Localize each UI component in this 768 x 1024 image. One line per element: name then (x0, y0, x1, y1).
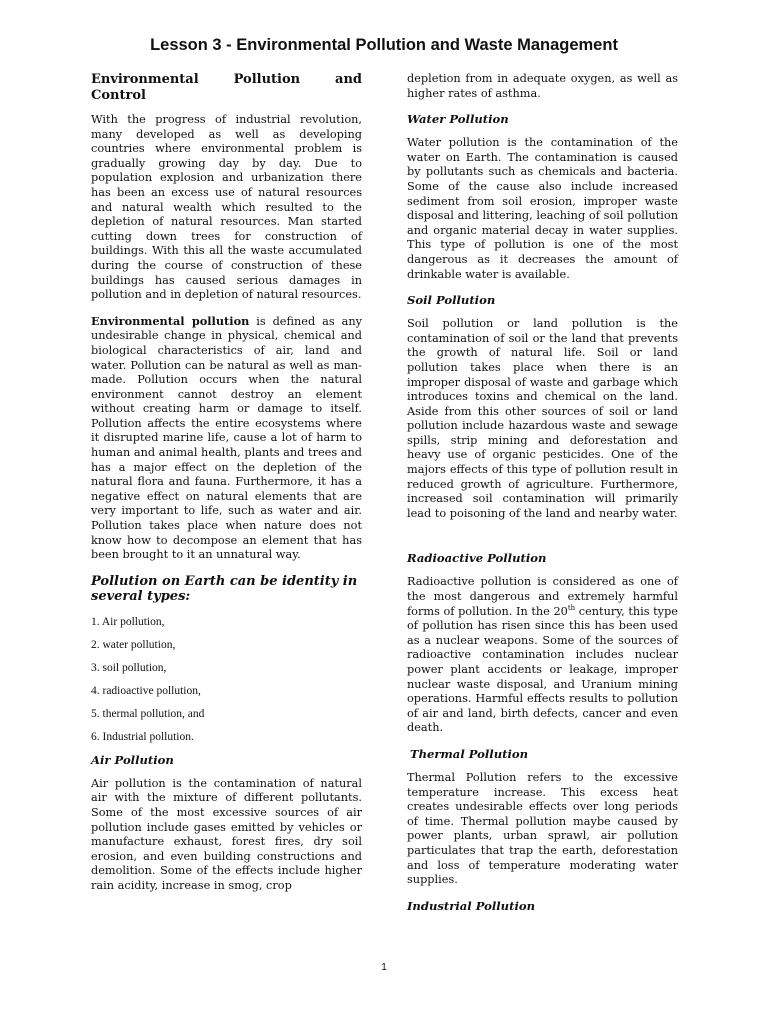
air-pollution-paragraph: Air pollution is the contamination of natural air with the mixture of different pollutants. Some of the most excessive sources of air pollution include gases emitted by vehicles or manufacture exhaust, forest fires, dry soil erosion, and even building constructions and demolition. Some of the effects include higher rain acidity, increase in smog, crop (91, 776, 362, 892)
right-column (407, 72, 678, 923)
list-item: 1. Air pollution, (91, 615, 165, 628)
water-pollution-paragraph: Water pollution is the contamination of the water on Earth. The contamination is caused by pollutants such as chemicals and bacteria. Some of the cause also include increased sediment from soil erosion, improper waste disposal and littering, leaching of soil pollution and organic material decay in water supplies. This type of pollution is one of the most dangerous as it decreases the amount of drinkable water is available. (407, 136, 678, 281)
ordinal-suffix: th (567, 603, 576, 612)
heading-line-2: Control (91, 87, 146, 103)
definition-term: Environmental pollution (91, 313, 250, 328)
list-item: 6. Industrial pollution. (91, 730, 194, 743)
list-item: 4. radioactive pollution, (91, 684, 201, 697)
industrial-pollution-heading: Industrial Pollution (407, 898, 536, 913)
pollution-types-list (91, 615, 362, 744)
radioactive-text-start: Radioactive pollution is considered as one of the most dangerous and extremely harmful forms of pollution. In the 20 (407, 575, 678, 618)
intro-paragraph: With the progress of industrial revolution, many developed as well as developing countries where environmental problem is gradually growing day by day. Due to population explosion and urbanization there has been an excess use of natural resources and natural wealth which resulted to the depletion of natural resources. Man started cutting down trees for construction of buildings. With this all the waste accumulated during the course of construction of these buildings has caused serious damages in pollution and in depletion of natural resources. (91, 113, 362, 302)
thermal-pollution-paragraph: Thermal Pollution refers to the excessive temperature increase. This excess heat creates undesirable effects over long periods of time. Thermal pollution maybe caused by power plants, urban sprawl, air pollution particulates that trap the earth, deforestation and loss of temperature moderating water supplies. (407, 770, 678, 887)
definition-paragraph (91, 314, 362, 563)
list-item: 2. water pollution, (91, 638, 176, 651)
air-pollution-continued: depletion from in adequate oxygen, as well as higher rates of asthma. (407, 72, 678, 100)
thermal-pollution-heading: Thermal Pollution (410, 746, 529, 761)
left-column (91, 72, 362, 894)
list-item: 5. thermal pollution, and (91, 707, 205, 720)
radioactive-pollution-paragraph (407, 575, 678, 736)
radioactive-pollution-heading: Radioactive Pollution (407, 551, 547, 566)
list-item: 3. soil pollution, (91, 661, 167, 674)
radioactive-text-end: century, this type of pollution has risen since this has been used as a nuclear weapons. Some of the sources of radioactive contamination includes nuclear power plant accidents or leakage, improper nuclear waste disposal, and Uranium mining operations. Harmful effects results to pollution of air and land, birth defects, cancer and even death. (407, 604, 678, 735)
types-heading: Pollution on Earth can be identity in several types: (91, 573, 358, 605)
definition-text: is defined as any undesirable change in physical, chemical and biological characteristics of air, land and water. Pollution can be natural as well as man-made. Pollution occurs when the natural environment cannot destroy an element without creating harm or damage to itself. Pollution affects the entire ecosystems where it disrupted marine life, cause a lot of harm to human and animal health, plants and trees and has a major effect on the depletion of the natural flora and fauna. Furthermore, it has a negative effect on natural elements that are very important to life, such as water and air. Pollution takes place when nature does not know how to decompose an element that has been brought to it an unnatural way. (91, 314, 362, 562)
page-title: Lesson 3 - Environmental Pollution and Waste Management (150, 36, 618, 54)
page-number: 1 (381, 962, 387, 973)
soil-pollution-heading: Soil Pollution (407, 293, 496, 308)
air-pollution-heading: Air Pollution (91, 752, 174, 767)
heading-line-1: Environmental Pollution and (91, 72, 362, 87)
soil-pollution-paragraph: Soil pollution or land pollution is the contamination of soil or the land that prevents the growth of natural life. Soil or land pollution takes place when there is an improper disposal of waste and garbage which introduces toxins and chemical on the land. Aside from this other sources of soil or land pollution include hazardous waste and sewage spills, strip mining and deforestation and heavy use of organic pesticides. One of the majors effects of this type of pollution result in reduced growth of agriculture. Furthermore, increased soil contamination will primarily lead to poisoning of the land and nearby water. (407, 317, 678, 520)
section-heading-environmental-pollution (91, 72, 362, 103)
water-pollution-heading: Water Pollution (407, 112, 509, 127)
